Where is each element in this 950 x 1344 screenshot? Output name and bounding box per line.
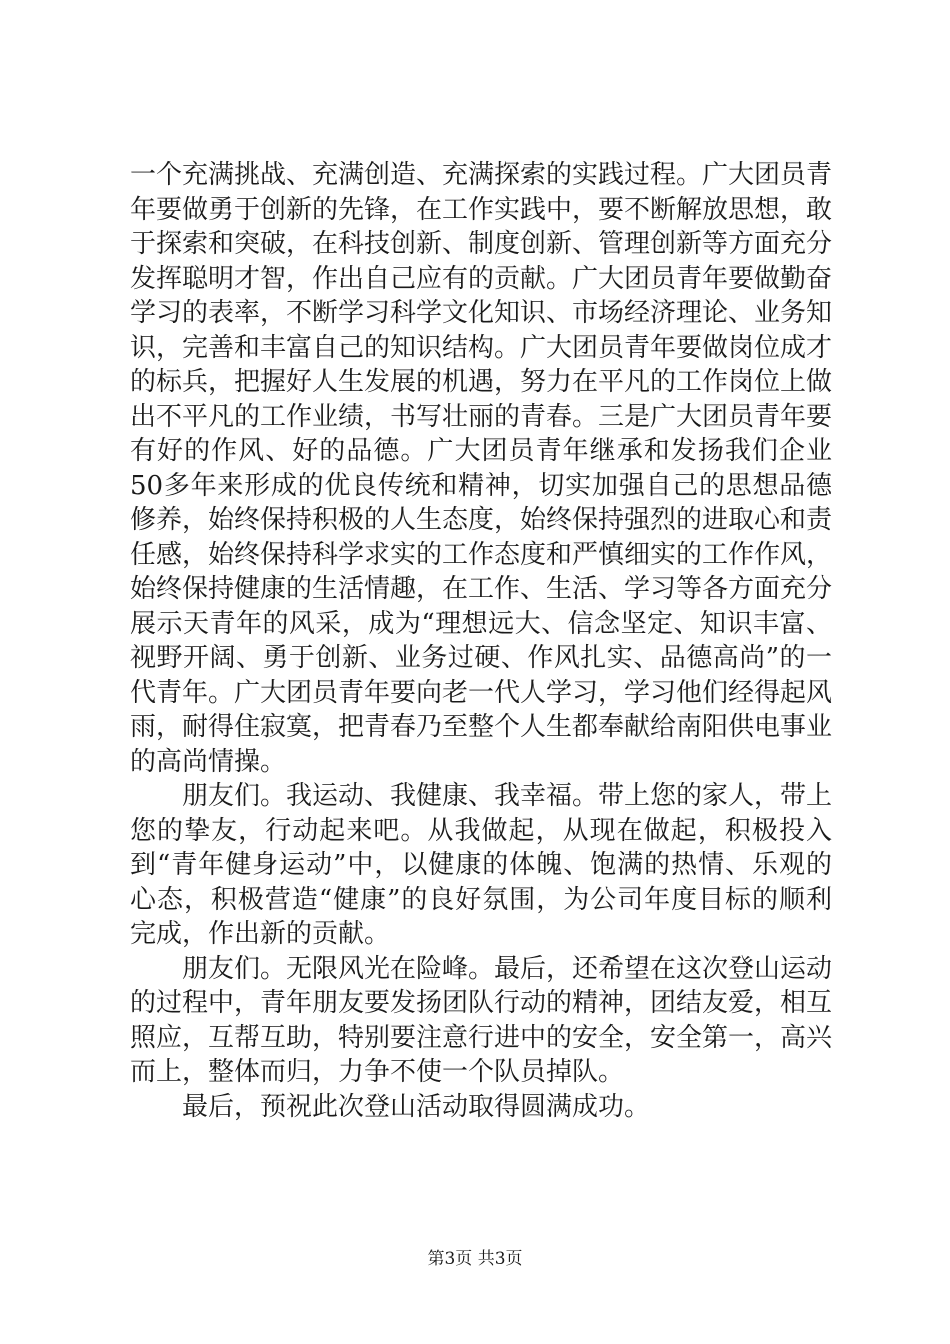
paragraph-safety: 朋友们。无限风光在险峰。最后，还希望在这次登山运动的过程中，青年朋友要发扬团队行动的精神，团结友爱，相互照应，互帮互助，特别要注意行进中的安全，安全第一，高兴而上，整体而归，力争不使一个队员掉队。 [130,953,833,1087]
paragraph-health: 朋友们。我运动、我健康、我幸福。带上您的家人，带上您的挚友，行动起来吧。从我做起，从现在做起，积极投入到“青年健身运动”中，以健康的体魄、饱满的热情、乐观的心态，积极营造“健康”的良好氛围，为公司年度目标的顺利完成，作出新的贡献。 [130,781,833,949]
paragraph-closing: 最后，预祝此次登山活动取得圆满成功。 [182,1091,651,1122]
paragraph-continued: 一个充满挑战、充满创造、充满探索的实践过程。广大团员青年要做勇于创新的先锋，在工作实践中，要不断解放思想，敢于探索和突破，在科技创新、制度创新、管理创新等方面充分发挥聪明才智，作出自己应有的贡献。广大团员青年要做勤奋学习的表率，不断学习科学文化知识、市场经济理论、业务知识，完善和丰富自己的知识结构。广大团员青年要做岗位成才的标兵，把握好人生发展的机遇，努力在平凡的工作岗位上做出不平凡的工作业绩，书写壮丽的青春。三是广大团员青年要有好的作风、好的品德。广大团员青年继承和发扬我们企业50多年来形成的优良传统和精神，切实加强自己的思想品德修养，始终保持积极的人生态度，始终保持强烈的进取心和责任感，始终保持科学求实的工作态度和严慎细实的工作作风，始终保持健康的生活情趣，在工作、生活、学习等各方面充分展示天青年的风采，成为“理想远大、信念坚定、知识丰富、视野开阔、勇于创新、业务过硬、作风扎实、品德高尚”的一代青年。广大团员青年要向老一代人学习，学习他们经得起风雨，耐得住寂寞，把青春乃至整个人生都奉献给南阳供电事业的高尚情操。 [130,160,833,777]
page-footer: 第3页 共3页 [427,1249,523,1269]
document-body [130,158,832,1124]
